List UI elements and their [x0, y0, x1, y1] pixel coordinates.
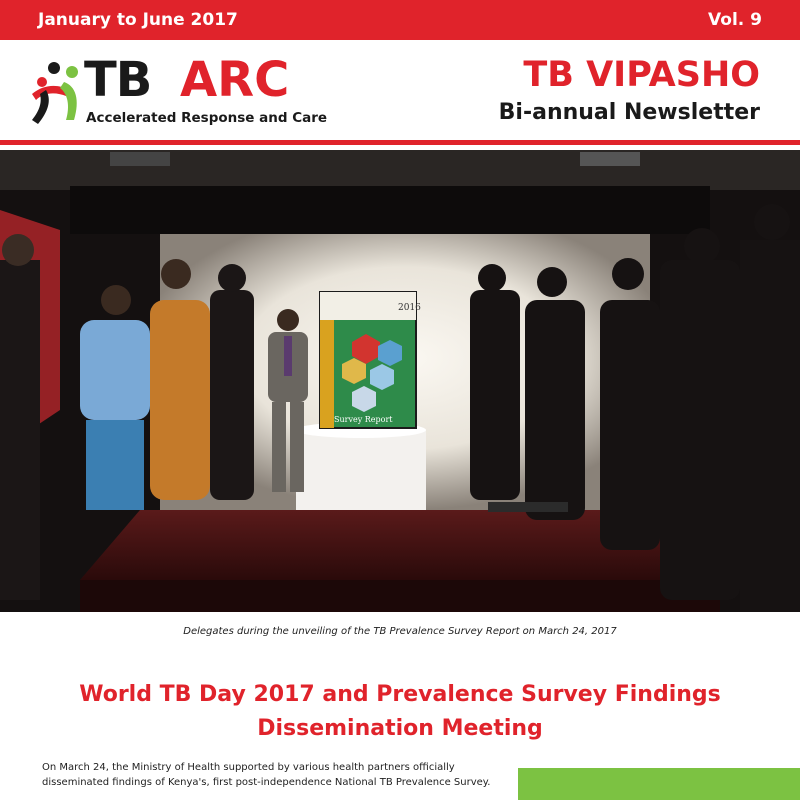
issue-date-range: January to June 2017: [38, 10, 238, 30]
event-photo: [0, 150, 800, 612]
photo-caption: Delegates during the unveiling of the TB Prevalence Survey Report on March 24, 2017: [183, 626, 617, 637]
green-sidebar-box: [518, 768, 800, 800]
header-divider: [0, 140, 800, 145]
people-logo-icon: [30, 60, 90, 128]
volume-number: Vol. 9: [708, 10, 762, 30]
newsletter-subtitle: Bi-annual Newsletter: [498, 100, 760, 125]
top-banner: [0, 0, 800, 40]
board-year: 2016: [398, 303, 421, 313]
masthead: [0, 40, 800, 140]
article-headline: World TB Day 2017 and Prevalence Survey Findings Dissemination Meeting: [79, 682, 721, 741]
newsletter-title: TB VIPASHO: [523, 55, 760, 95]
logo-arc-text: ARC: [180, 52, 290, 108]
board-label: Survey Report: [334, 415, 393, 424]
logo-tb-text: TB: [84, 52, 152, 108]
article-body: On March 24, the Ministry of Health supported by various health partners officially disseminated findings of Kenya's, first post-independence National TB Prevalence Survey.: [42, 762, 491, 788]
logo-tagline: Accelerated Response and Care: [86, 110, 328, 126]
